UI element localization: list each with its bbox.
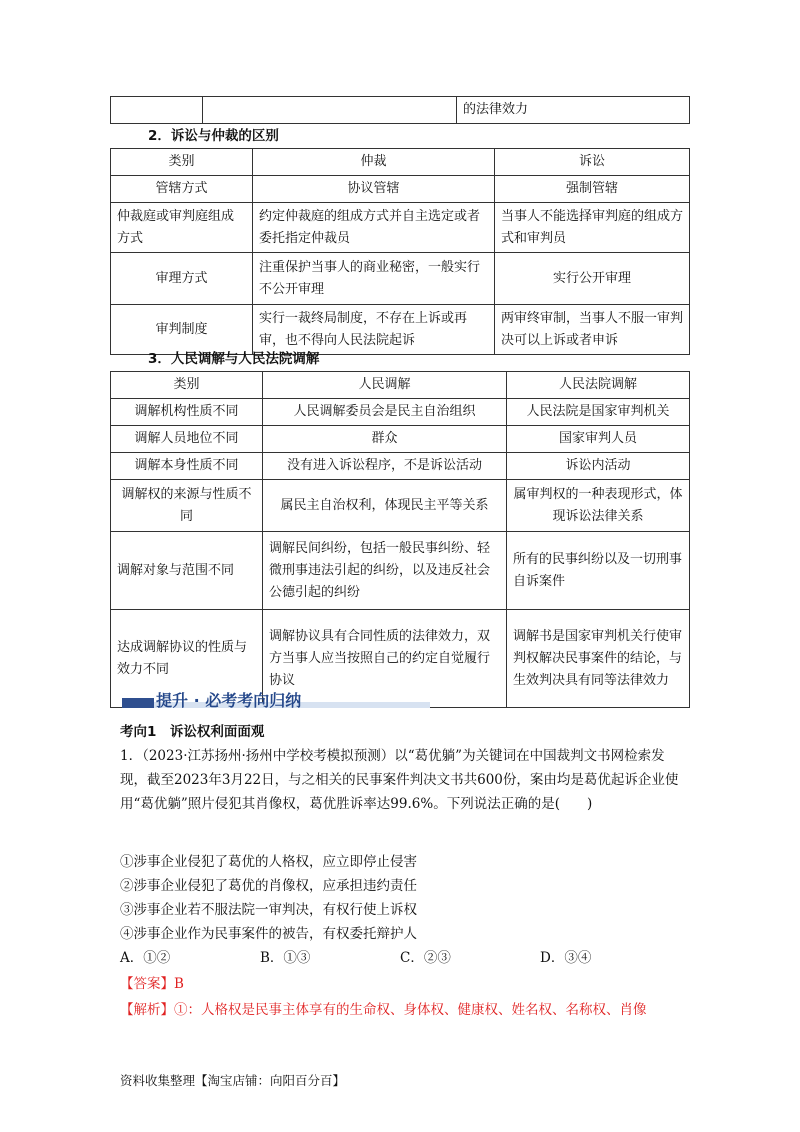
- table-cell: 调解书是国家审判机关行使审判权解决民事案件的结论，与生效判决具有同等法律效力: [507, 610, 690, 708]
- page-footer: 资料收集整理【淘宝店铺：向阳百分百】: [120, 1073, 346, 1088]
- table-cell: 仲裁庭或审判庭组成方式: [111, 203, 253, 253]
- table-row: [111, 176, 690, 203]
- table-cell: 诉讼内活动: [507, 453, 690, 480]
- table-cell: 达成调解协议的性质与效力不同: [111, 610, 263, 708]
- answer-options: [120, 946, 690, 970]
- option-a: A．①②: [120, 950, 171, 966]
- table-row: [111, 399, 690, 426]
- option-b: B．①③: [260, 950, 311, 966]
- table-cell: 管辖方式: [111, 176, 253, 203]
- table-cell: 注重保护当事人的商业秘密，一般实行不公开审理: [253, 253, 495, 305]
- table-row: [111, 453, 690, 480]
- table-cell: 人民法院是国家审判机关: [507, 399, 690, 426]
- table-cell: 国家审判人员: [507, 426, 690, 453]
- question-item: ②涉事企业侵犯了葛优的肖像权，应承担违约责任: [120, 878, 417, 894]
- table-cell: 约定仲裁庭的组成方式并自主选定或者委托指定仲裁员: [253, 203, 495, 253]
- section-heading-2: 2．诉讼与仲裁的区别: [148, 128, 279, 144]
- table-cell: 调解权的来源与性质不同: [111, 480, 263, 532]
- table-cell: 实行一裁终局制度，不存在上诉或再审，也不得向人民法院起诉: [253, 305, 495, 355]
- table-cell: 调解机构性质不同: [111, 399, 263, 426]
- table-cell: 所有的民事纠纷以及一切刑事自诉案件: [507, 532, 690, 610]
- table-cell: 审判制度: [111, 305, 253, 355]
- section-title: 考向1 诉讼权利面面观: [120, 724, 265, 740]
- table-cell: [111, 97, 203, 124]
- banner-block-icon: [122, 698, 154, 708]
- table-cell: 当事人不能选择审判庭的组成方式和审判员: [495, 203, 690, 253]
- table-cell: 属审判权的一种表现形式，体现诉讼法律关系: [507, 480, 690, 532]
- question-item: ③涉事企业若不服法院一审判决，有权行使上诉权: [120, 902, 417, 918]
- table-top-fragment: [110, 96, 690, 124]
- table-cell: 调解人员地位不同: [111, 426, 263, 453]
- table-header: 人民法院调解: [507, 372, 690, 399]
- table-cell: 审理方式: [111, 253, 253, 305]
- table-cell: 两审终审制，当事人不服一审判决可以上诉或者申诉: [495, 305, 690, 355]
- table-cell: [203, 97, 457, 124]
- table-cell: 调解对象与范围不同: [111, 532, 263, 610]
- table-cell: 调解协议具有合同性质的法律效力，双方当事人应当按照自己的约定自觉履行协议: [263, 610, 507, 708]
- table-header: 诉讼: [495, 149, 690, 176]
- table-header: 仲裁: [253, 149, 495, 176]
- table-cell: 调解民间纠纷，包括一般民事纠纷、轻微刑事违法引起的纠纷，以及违反社会公德引起的纠纷: [263, 532, 507, 610]
- analysis-line: 【解析】①：人格权是民事主体享有的生命权、身体权、健康权、姓名权、名称权、肖像: [120, 1002, 647, 1018]
- arbitration-vs-litigation-table: [110, 148, 690, 355]
- table-row: [111, 480, 690, 532]
- table-header: 人民调解: [263, 372, 507, 399]
- table-cell: 强制管辖: [495, 176, 690, 203]
- table-cell: 协议管辖: [253, 176, 495, 203]
- table-cell: 人民调解委员会是民主自治组织: [263, 399, 507, 426]
- section-heading-3: 3．人民调解与人民法院调解: [148, 351, 320, 367]
- question-stem: 1．（2023·江苏扬州·扬州中学校考模拟预测）以“葛优躺”为关键词在中国裁判文书网检索发现，截至2023年3月22日，与之相关的民事案件判决文书共600份，案由均是葛优起诉企业使用“葛优躺”照片侵犯其肖像权，葛优胜诉率达99.6%。下列说法正确的是( ): [120, 748, 679, 812]
- section-banner: [122, 688, 432, 714]
- question-item: ①涉事企业侵犯了葛优的人格权，应立即停止侵害: [120, 854, 417, 870]
- table-row: [111, 253, 690, 305]
- banner-title: 提升 · 必考考向归纳: [156, 691, 302, 710]
- mediation-comparison-table: [110, 371, 690, 708]
- table-row: [111, 426, 690, 453]
- table-cell: 实行公开审理: [495, 253, 690, 305]
- table-header: 类别: [111, 149, 253, 176]
- table-header: 类别: [111, 372, 263, 399]
- question-item: ④涉事企业作为民事案件的被告，有权委托辩护人: [120, 926, 417, 942]
- table-row: [111, 203, 690, 253]
- option-c: C．②③: [400, 950, 451, 966]
- table-cell: 群众: [263, 426, 507, 453]
- table-cell: 的法律效力: [457, 97, 690, 124]
- answer-line: 【答案】B: [120, 976, 184, 992]
- table-cell: 没有进入诉讼程序，不是诉讼活动: [263, 453, 507, 480]
- table-cell: 调解本身性质不同: [111, 453, 263, 480]
- table-row: [111, 532, 690, 610]
- table-cell: 属民主自治权利，体现民主平等关系: [263, 480, 507, 532]
- option-d: D．③④: [540, 950, 592, 966]
